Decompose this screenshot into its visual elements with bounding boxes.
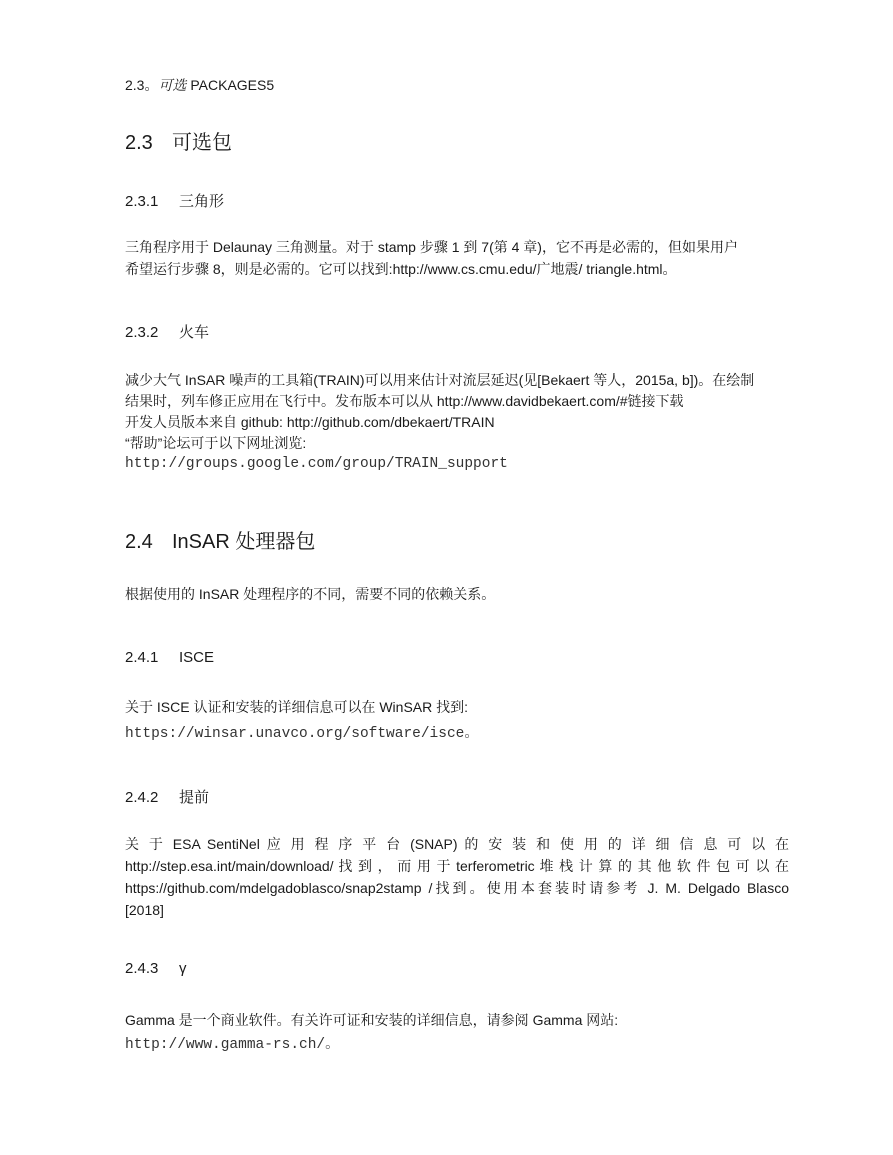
subsection-number: 2.4.1: [125, 649, 159, 666]
subsection-title: 提前: [179, 789, 210, 806]
running-head-rest: PACKAGES5: [190, 77, 275, 93]
text-line: 减少大气 InSAR 噪声的工具箱(TRAIN)可以用来估计对流层延迟(见[Bekaert 等人，2015a, b])。在绘制: [125, 372, 755, 388]
text-line: 关 于 ESA SentiNel 应 用 程 序 平 台 (SNAP) 的 安 装 和 使 用 的 详 细 信 息 可 以 在: [125, 836, 789, 852]
subsection-number: 2.4.2: [125, 789, 159, 806]
subsection-title: ISCE: [179, 649, 215, 666]
paragraph-isce: 关于 ISCE 认证和安装的详细信息可以在 WinSAR 找到:: [125, 699, 469, 715]
text-line: 三角程序用于 Delaunay 三角测量。对于 stamp 步骤 1 到 7(第 4 章)，它不再是必需的，但如果用户: [125, 239, 738, 255]
text-line: http://step.esa.int/main/download/ 找 到 ， 而 用 于 terferometric 堆 栈 计 算 的 其 他 软 件 包 可 以 在: [125, 858, 789, 874]
paragraph-train: [125, 370, 754, 454]
subsection-heading-2-3-1: [125, 190, 224, 211]
gamma-url: http://www.gamma-rs.ch/。: [125, 1037, 340, 1053]
running-head-italic: 可选: [158, 77, 187, 93]
subsection-number: 2.3.1: [125, 193, 159, 210]
paragraph-snap: [125, 833, 789, 921]
running-head-number: 2.3。: [125, 77, 159, 93]
text-line: 结果时，列车修正应用在飞行中。发布版本可以从 http://www.davidbekaert.com/#链接下载: [125, 393, 684, 409]
subsection-number: 2.3.2: [125, 324, 159, 341]
text-line: https://github.com/mdelgadoblasco/snap2stamp /找到。使用本套装时请参考 J. M. Delgado Blasco: [125, 880, 789, 896]
section-title: InSAR 处理器包: [172, 531, 316, 553]
subsection-heading-2-4-1: [125, 649, 214, 666]
section-heading-2-4: [125, 525, 315, 554]
section-number: 2.3: [125, 132, 153, 154]
text-line: 希望运行步骤 8，则是必需的。它可以找到:http://www.cs.cmu.edu/广地震/ triangle.html。: [125, 261, 677, 277]
text-line: 开发人员版本来自 github: http://github.com/dbekaert/TRAIN: [125, 414, 495, 430]
text-line: [2018]: [125, 902, 164, 918]
subsection-heading-2-4-3: [125, 960, 187, 977]
subsection-heading-2-4-2: [125, 786, 209, 807]
subsection-title: γ: [179, 960, 187, 977]
running-head: [125, 75, 274, 95]
section-title: 可选包: [172, 132, 232, 154]
subsection-title: 三角形: [179, 193, 225, 210]
train-support-url: http://groups.google.com/group/TRAIN_support: [125, 456, 508, 472]
paragraph-triangle: [125, 236, 738, 280]
text-line: “帮助”论坛可于以下网址浏览:: [125, 435, 307, 451]
isce-url: https://winsar.unavco.org/software/isce。: [125, 726, 479, 742]
subsection-heading-2-3-2: [125, 321, 209, 342]
paragraph-insar-processors: 根据使用的 InSAR 处理程序的不同，需要不同的依赖关系。: [125, 586, 496, 602]
subsection-title: 火车: [179, 324, 210, 341]
paragraph-gamma: Gamma 是一个商业软件。有关许可证和安装的详细信息，请参阅 Gamma 网站:: [125, 1012, 619, 1028]
subsection-number: 2.4.3: [125, 960, 159, 977]
section-number: 2.4: [125, 531, 153, 553]
section-heading-2-3: [125, 126, 232, 155]
